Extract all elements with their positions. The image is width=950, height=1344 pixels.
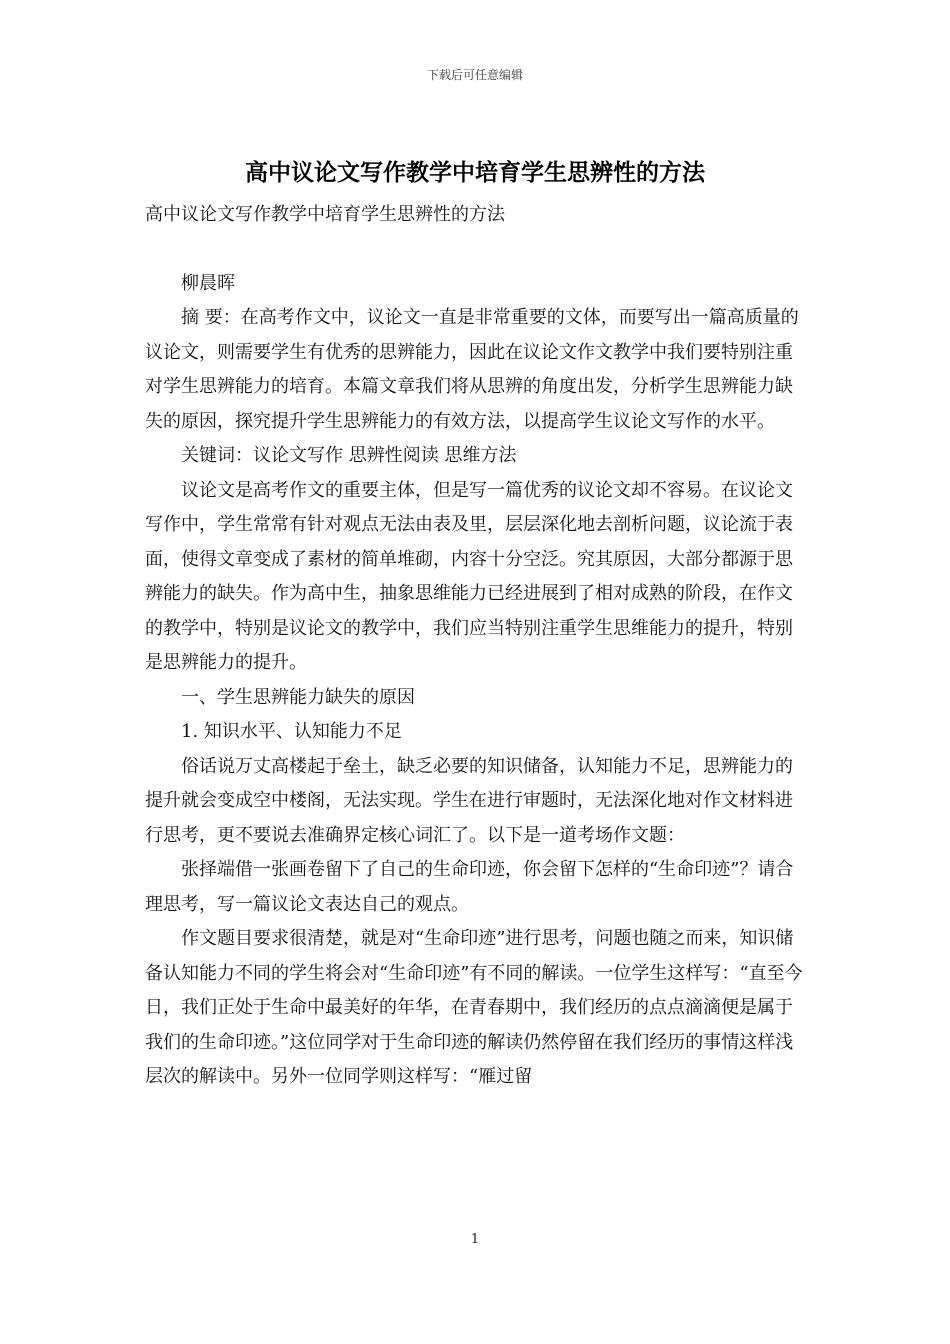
abstract-paragraph: 摘 要：在高考作文中，议论文一直是非常重要的文体，而要写出一篇高质量的议论文，则需要学生有优秀的思辨能力，因此在议论文作文教学中我们要特别注重对学生思辨能力的培育。本篇文章我们将从思辨的角度出发，分析学生思辨能力缺失的原因，探究提升学生思辨能力的有效方法，以提高学生议论文写作的水平。 [145,307,799,432]
document-title: 高中议论文写作教学中培育学生思辨性的方法 [245,160,705,186]
document-body [145,198,810,1095]
subsection-heading: 1. 知识水平、认知能力不足 [181,721,402,742]
body-paragraph: 作文题目要求很清楚，就是对“生命印迹”进行思考，问题也随之而来，知识储备认知能力不同的学生将会对“生命印迹”有不同的解读。一位学生这样写：“直至今日，我们正处于生命中最美好的年华，在青春期中，我们经历的点点滴滴便是属于我们的生命印迹。”这位同学对于生命印迹的解读仍然停留在我们经历的事情这样浅层次的解读中。另外一位同学则这样写：“雁过留 [145,928,803,1087]
body-paragraph: 议论文是高考作文的重要主体，但是写一篇优秀的议论文却不容易。在议论文写作中，学生常常有针对观点无法由表及里，层层深化地去剖析问题，议论流于表面，使得文章变成了素材的简单堆砌，内容十分空泛。究其原因，大部分都源于思辨能力的缺失。作为高中生，抽象思维能力已经进展到了相对成熟的阶段，在作文的教学中，特别是议论文的教学中，我们应当特别注重学生思维能力的提升，特别是思辨能力的提升。 [145,479,793,673]
page-number: 1 [470,1232,480,1247]
body-paragraph: 张择端借一张画卷留下了自己的生命印迹，你会留下怎样的“生命印迹”？请合理思考，写一篇议论文表达自己的观点。 [145,859,794,915]
author-name: 柳晨晖 [181,272,235,294]
body-paragraph: 俗话说万丈高楼起于垒土，缺乏必要的知识储备，认知能力不足，思辨能力的提升就会变成空中楼阁，无法实现。学生在进行审题时，无法深化地对作文材料进行思考，更不要说去准确界定核心词汇了。以下是一道考场作文题： [145,755,793,846]
section-heading: 一、学生思辨能力缺失的原因 [181,686,415,708]
keywords-line: 关键词：议论文写作 思辨性阅读 思维方法 [181,445,517,466]
header-note: 下载后可任意编辑 [426,68,523,82]
document-subtitle: 高中议论文写作教学中培育学生思辨性的方法 [145,204,505,225]
